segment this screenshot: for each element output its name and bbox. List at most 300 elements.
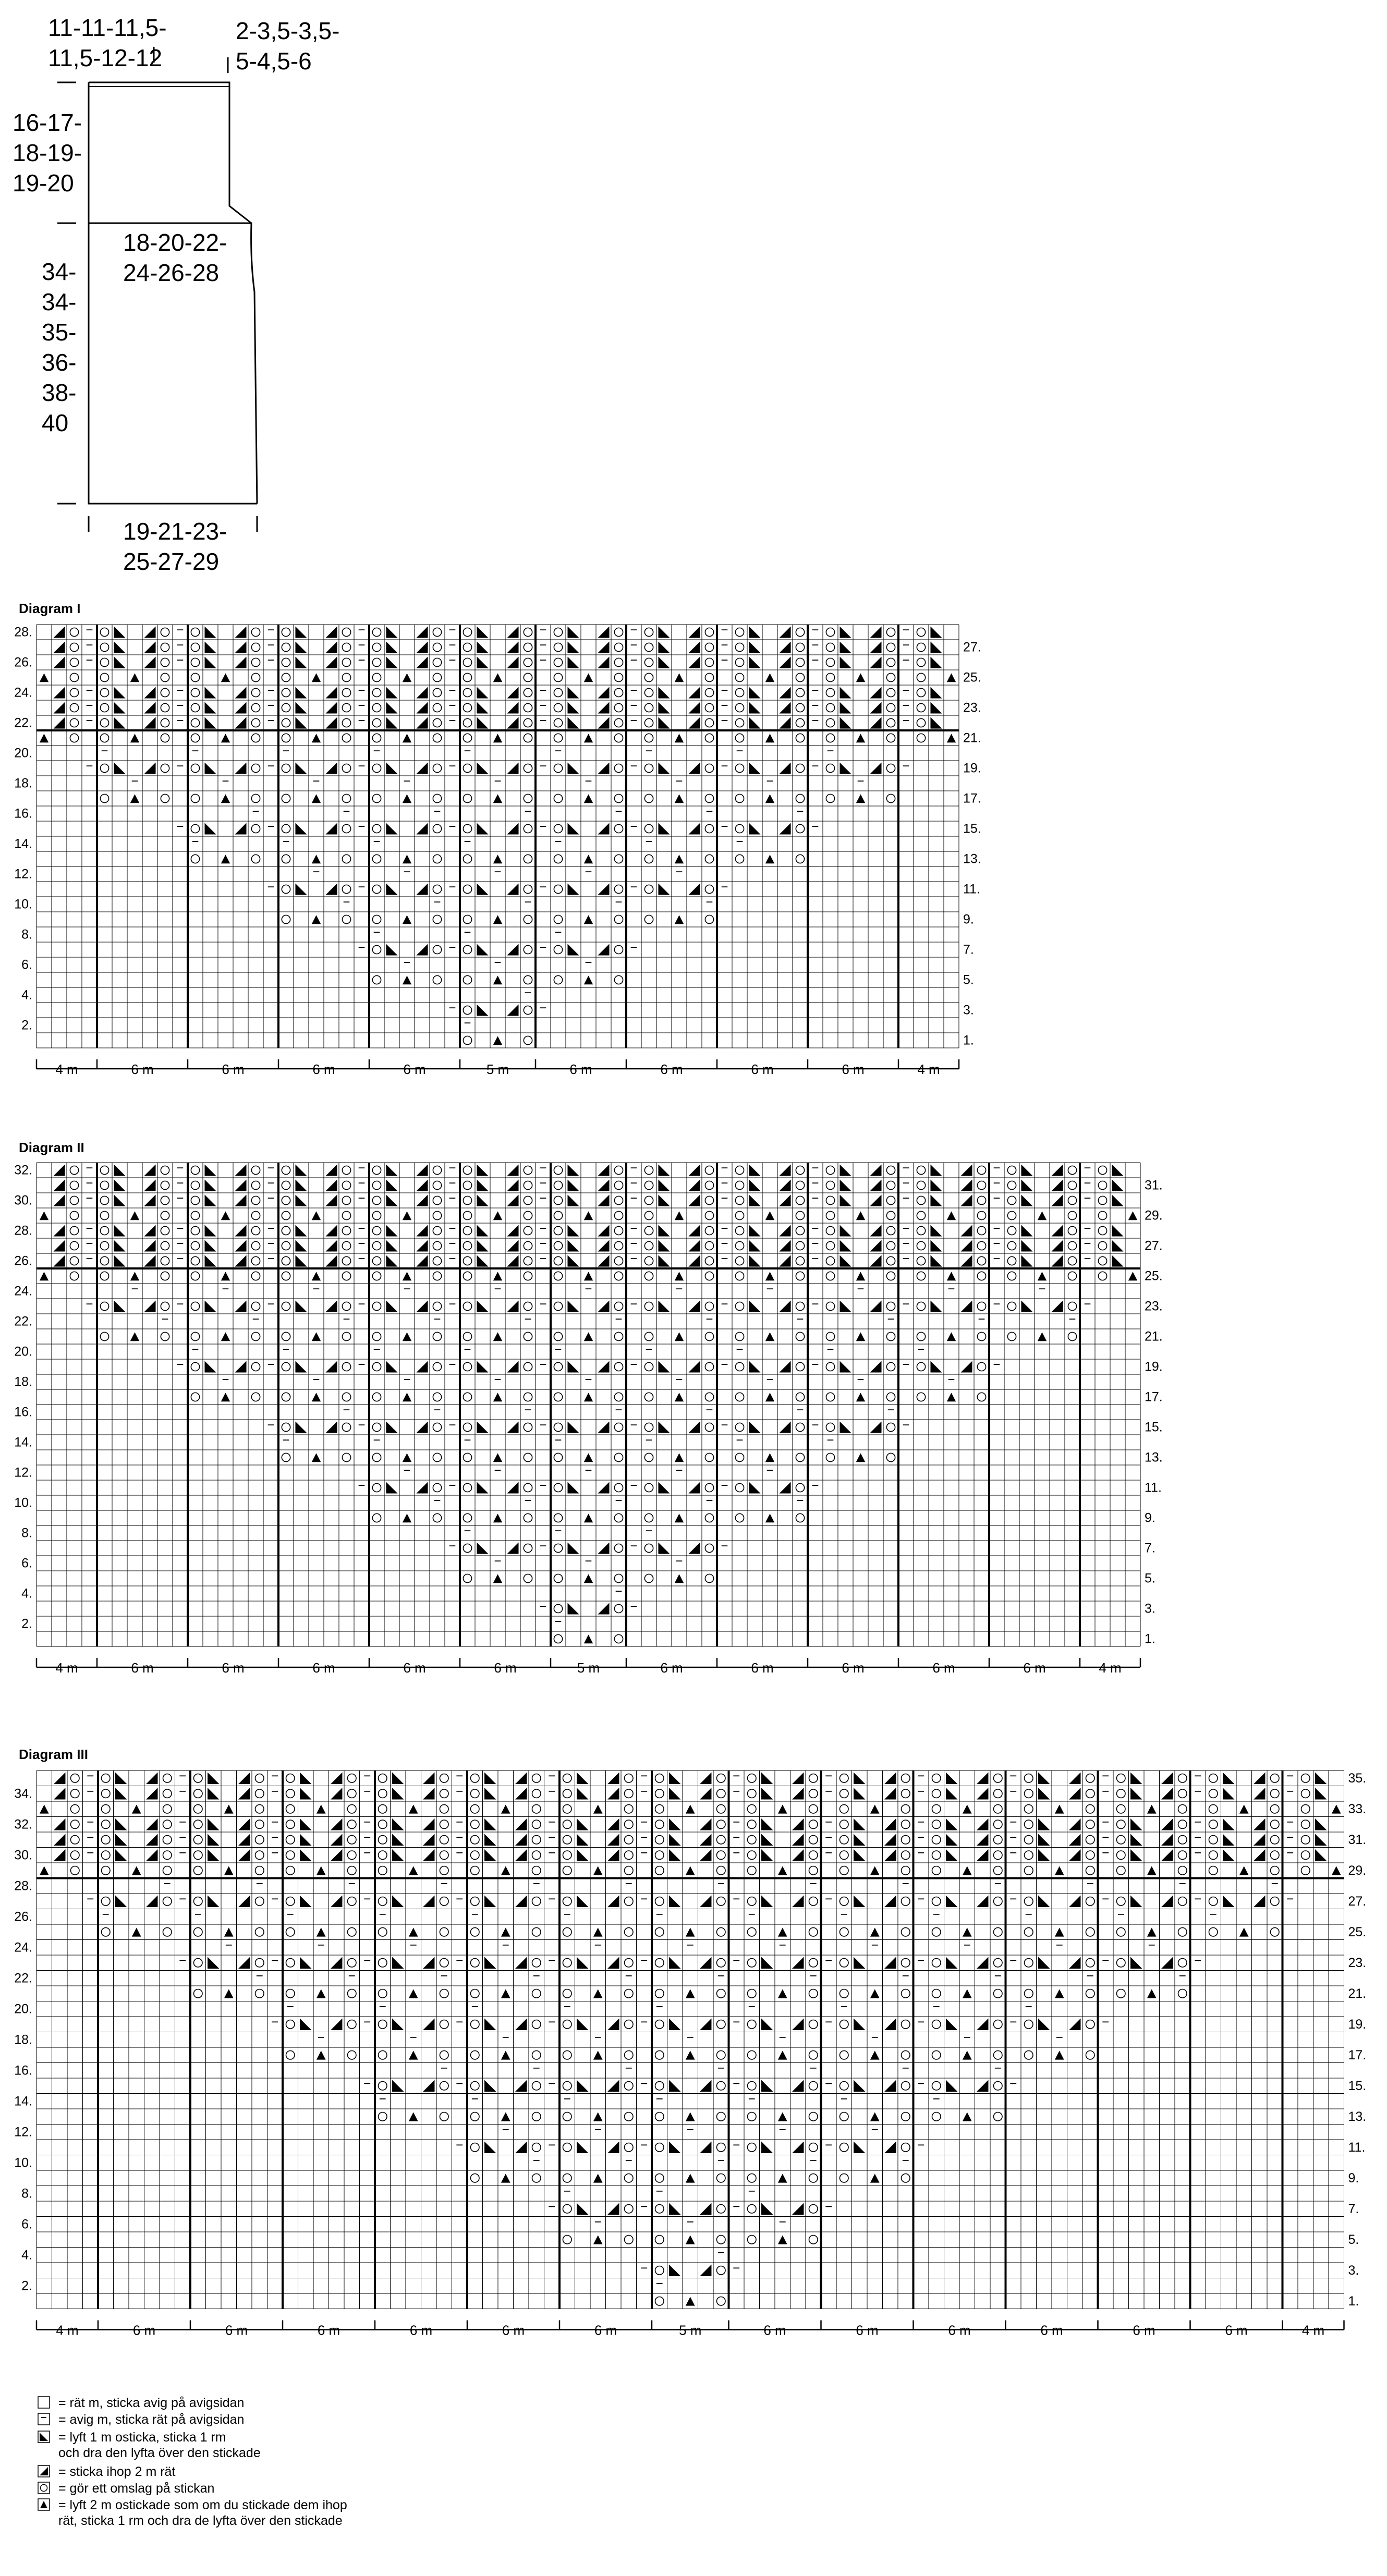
yarn-over-symbol (554, 1634, 562, 1643)
stitch-count-label: 5 m (679, 2322, 702, 2338)
knit-two-together-symbol (607, 1834, 619, 1846)
yarn-over-symbol (614, 794, 623, 802)
slip-knit-pass-symbol (484, 2080, 496, 2092)
yarn-over-symbol (161, 1226, 169, 1235)
yarn-over-symbol (1024, 2020, 1033, 2029)
yarn-over-symbol (191, 1181, 199, 1189)
yarn-over-symbol (716, 2020, 725, 2029)
slip-knit-pass-symbol (669, 1818, 680, 1830)
row-number-label: 12. (14, 1465, 32, 1480)
knit-two-together-symbol (325, 1255, 337, 1266)
yarn-over-symbol (524, 1483, 532, 1492)
knit-two-together-symbol (416, 1482, 428, 1493)
knit-two-together-symbol (507, 1542, 518, 1554)
slip-knit-pass-symbol (577, 2142, 588, 2153)
yarn-over-symbol (614, 658, 623, 666)
yarn-over-symbol (735, 718, 744, 727)
yarn-over-symbol (342, 764, 350, 772)
knit-two-together-symbol (792, 1773, 804, 1784)
slip-knit-pass-symbol (749, 717, 760, 728)
yarn-over-symbol (796, 854, 804, 863)
yarn-over-symbol (796, 718, 804, 727)
yarn-over-symbol (917, 1302, 925, 1310)
double-decrease-symbol (765, 1513, 774, 1522)
double-decrease-symbol (221, 1211, 230, 1220)
yarn-over-symbol (161, 628, 169, 636)
yarn-over-symbol (1209, 1804, 1218, 1813)
knit-two-together-symbol (598, 702, 609, 713)
slip-knit-pass-symbol (1112, 1255, 1123, 1266)
yarn-over-symbol (809, 2235, 818, 2244)
yarn-over-symbol (826, 1256, 834, 1265)
row-number-label: 15. (1145, 1420, 1163, 1435)
double-decrease-symbol (1128, 1272, 1137, 1280)
stitch-count-label: 6 m (494, 1660, 517, 1676)
slip-knit-pass-symbol (1223, 1818, 1234, 1830)
yarn-over-symbol (1007, 1302, 1016, 1310)
stitch-count-label: 6 m (660, 1660, 683, 1676)
yarn-over-symbol (554, 1513, 562, 1522)
yarn-over-symbol (1024, 1866, 1033, 1875)
yarn-over-symbol (532, 1804, 541, 1813)
yarn-over-symbol (161, 764, 169, 772)
knit-two-together-symbol (331, 1849, 342, 1861)
yarn-over-symbol (655, 1989, 664, 1998)
slip-knit-pass-symbol (477, 656, 488, 668)
yarn-over-symbol (101, 1897, 110, 1906)
slip-knit-pass-symbol (761, 2203, 773, 2215)
knit-two-together-symbol (515, 1849, 527, 1861)
yarn-over-symbol (191, 1211, 199, 1219)
knit-two-together-symbol (688, 1225, 700, 1236)
yarn-over-symbol (735, 628, 744, 636)
yarn-over-symbol (901, 1958, 910, 1967)
knit-two-together-symbol (884, 1773, 896, 1784)
yarn-over-symbol (747, 2204, 756, 2213)
knit-two-together-symbol (607, 1849, 619, 1861)
double-decrease-symbol (317, 1804, 326, 1813)
slip-knit-pass-symbol (295, 717, 307, 728)
yarn-over-symbol (747, 1774, 756, 1783)
yarn-over-symbol (1086, 2020, 1094, 2029)
yarn-over-symbol (191, 673, 199, 681)
slip-knit-pass-symbol (114, 762, 125, 774)
yarn-over-symbol (614, 1272, 623, 1280)
yarn-over-symbol (70, 1181, 78, 1189)
yarn-over-symbol (644, 1423, 653, 1431)
double-decrease-symbol (493, 673, 502, 682)
knit-two-together-symbol (779, 1179, 790, 1191)
slip-knit-pass-symbol (295, 883, 307, 895)
double-decrease-symbol (686, 1989, 695, 1998)
slip-knit-pass-symbol (477, 641, 488, 653)
yarn-over-symbol (614, 688, 623, 697)
yarn-over-symbol (705, 1544, 713, 1552)
knit-two-together-symbol (515, 1818, 527, 1830)
yarn-over-symbol (463, 1453, 471, 1461)
knit-two-together-symbol (700, 2203, 711, 2215)
yarn-over-symbol (372, 673, 381, 681)
knit-two-together-symbol (870, 1240, 881, 1251)
knit-two-together-symbol (325, 823, 337, 834)
knit-two-together-symbol (146, 1834, 157, 1846)
yarn-over-symbol (1086, 1866, 1094, 1875)
slip-knit-pass-symbol (577, 1834, 588, 1846)
slip-knit-pass-symbol (567, 1194, 579, 1206)
yarn-over-symbol (470, 1897, 479, 1906)
knit-two-together-symbol (1051, 1164, 1063, 1176)
yarn-over-symbol (372, 854, 381, 863)
yarn-over-symbol (532, 1897, 541, 1906)
yarn-over-symbol (1270, 1804, 1279, 1813)
yarn-over-symbol (735, 658, 744, 666)
knit-two-together-symbol (1161, 1788, 1173, 1799)
yarn-over-symbol (70, 1774, 79, 1783)
double-decrease-symbol (1332, 1804, 1341, 1813)
yarn-over-symbol (1270, 1789, 1279, 1798)
stitch-count-label: 6 m (948, 2322, 971, 2338)
slip-knit-pass-symbol (1112, 1164, 1123, 1176)
slip-knit-pass-symbol (295, 1194, 307, 1206)
yarn-over-symbol (644, 1166, 653, 1174)
double-decrease-symbol (778, 2112, 787, 2121)
yarn-over-symbol (993, 2050, 1002, 2059)
knit-two-together-symbol (779, 702, 790, 713)
row-number-label: 25. (1348, 1925, 1367, 1940)
yarn-over-symbol (1068, 1166, 1076, 1174)
yarn-over-symbol (624, 2081, 633, 2090)
slip-knit-pass-symbol (484, 1818, 496, 1830)
knit-two-together-symbol (144, 762, 155, 774)
slip-knit-pass-symbol (392, 1896, 404, 1907)
yarn-over-symbol (470, 1774, 479, 1783)
yarn-over-symbol (644, 643, 653, 651)
knit-two-together-symbol (53, 641, 65, 653)
double-decrease-symbol (130, 1332, 139, 1341)
knit-two-together-symbol (607, 1957, 619, 1969)
yarn-over-symbol (886, 1166, 895, 1174)
knit-two-together-symbol (416, 641, 428, 653)
slip-knit-pass-symbol (1223, 1773, 1234, 1784)
slip-knit-pass-symbol (840, 1240, 851, 1251)
yarn-over-symbol (614, 1302, 623, 1310)
slip-knit-pass-symbol (658, 656, 670, 668)
yarn-over-symbol (917, 1332, 925, 1340)
yarn-over-symbol (716, 1866, 725, 1875)
yarn-over-symbol (747, 2050, 756, 2059)
yarn-over-symbol (901, 2050, 910, 2059)
yarn-over-symbol (655, 2204, 664, 2213)
slip-knit-pass-symbol (749, 1421, 760, 1433)
row-number-label: 7. (963, 942, 974, 957)
yarn-over-symbol (886, 718, 895, 727)
yarn-over-symbol (796, 1166, 804, 1174)
yarn-over-symbol (286, 2050, 295, 2059)
slip-knit-pass-symbol (669, 1957, 680, 1969)
yarn-over-symbol (977, 1166, 986, 1174)
yarn-over-symbol (193, 1989, 202, 1998)
yarn-over-symbol (977, 1256, 986, 1265)
knit-two-together-symbol (423, 1896, 434, 1907)
yarn-over-symbol (554, 1332, 562, 1340)
schematic-outline (0, 0, 292, 542)
yarn-over-symbol (705, 734, 713, 742)
yarn-over-symbol (372, 764, 381, 772)
knit-two-together-symbol (960, 1240, 972, 1251)
yarn-over-symbol (342, 824, 350, 833)
yarn-over-symbol (524, 703, 532, 712)
slip-knit-pass-symbol (577, 1818, 588, 1830)
yarn-over-symbol (735, 1181, 744, 1189)
yarn-over-symbol (886, 688, 895, 697)
yarn-over-symbol (554, 885, 562, 893)
double-decrease-symbol (221, 1332, 230, 1341)
yarn-over-symbol (796, 1196, 804, 1204)
yarn-over-symbol (901, 2020, 910, 2029)
yarn-over-symbol (840, 1804, 848, 1813)
knit-two-together-symbol (1161, 1818, 1173, 1830)
yarn-over-symbol (372, 658, 381, 666)
yarn-over-symbol (826, 1181, 834, 1189)
yarn-over-symbol (1086, 1851, 1094, 1860)
yarn-over-symbol (193, 1866, 202, 1875)
slip-knit-pass-symbol (658, 1255, 670, 1266)
knit-two-together-symbol (416, 883, 428, 895)
slip-knit-pass-symbol (1021, 1225, 1032, 1236)
yarn-over-symbol (747, 1789, 756, 1798)
double-decrease-symbol (317, 2050, 326, 2059)
yarn-over-symbol (163, 1804, 172, 1813)
slip-knit-pass-symbol (840, 762, 851, 774)
knit-two-together-symbol (507, 1361, 518, 1372)
yarn-over-symbol (826, 734, 834, 742)
double-decrease-symbol (584, 854, 593, 863)
yarn-over-symbol (563, 2174, 571, 2182)
yarn-over-symbol (705, 1241, 713, 1250)
yarn-over-symbol (161, 1196, 169, 1204)
yarn-over-symbol (554, 1241, 562, 1250)
yarn-over-symbol (644, 824, 653, 833)
knit-two-together-symbol (960, 1194, 972, 1206)
yarn-over-symbol (524, 1241, 532, 1250)
yarn-over-symbol (1116, 1835, 1125, 1844)
yarn-over-symbol (840, 1927, 848, 1936)
yarn-over-symbol (840, 1851, 848, 1860)
slip-knit-pass-symbol (204, 1179, 216, 1191)
yarn-over-symbol (70, 1789, 79, 1798)
yarn-over-symbol (886, 764, 895, 772)
knit-two-together-symbol (507, 717, 518, 728)
slip-knit-pass-symbol (749, 1225, 760, 1236)
yarn-over-symbol (342, 794, 350, 802)
yarn-over-symbol (796, 643, 804, 651)
yarn-over-symbol (1116, 1866, 1125, 1875)
knit-two-together-symbol (688, 717, 700, 728)
yarn-over-symbol (1209, 1927, 1218, 1936)
yarn-over-symbol (342, 1302, 350, 1310)
double-decrease-symbol (593, 2235, 603, 2244)
yarn-over-symbol (251, 1241, 260, 1250)
double-decrease-symbol (501, 2050, 510, 2059)
yarn-over-symbol (440, 1927, 448, 1936)
yarn-over-symbol (100, 1272, 108, 1280)
yarn-over-symbol (1086, 1927, 1094, 1936)
slip-knit-pass-symbol (477, 702, 488, 713)
knit-two-together-symbol (235, 762, 246, 774)
yarn-over-symbol (705, 1196, 713, 1204)
yarn-over-symbol (716, 2143, 725, 2152)
yarn-over-symbol (70, 1820, 79, 1829)
yarn-over-symbol (826, 718, 834, 727)
yarn-over-symbol (554, 628, 562, 636)
slip-knit-pass-symbol (749, 823, 760, 834)
yarn-over-symbol (705, 1423, 713, 1431)
yarn-over-symbol (378, 1789, 387, 1798)
knit-two-together-symbol (235, 687, 246, 698)
knit-two-together-symbol (53, 717, 65, 728)
yarn-over-symbol (747, 2020, 756, 2029)
yarn-over-symbol (463, 673, 471, 681)
yarn-over-symbol (705, 1226, 713, 1235)
yarn-over-symbol (977, 1181, 986, 1189)
row-number-label: 18. (14, 2032, 32, 2047)
slip-knit-pass-symbol (477, 944, 488, 955)
double-decrease-symbol (409, 1804, 418, 1813)
yarn-over-symbol (809, 1927, 818, 1936)
yarn-over-symbol (433, 643, 441, 651)
slip-knit-pass-symbol (761, 2142, 773, 2153)
yarn-over-symbol (1068, 1332, 1076, 1340)
yarn-over-symbol (1007, 1241, 1016, 1250)
stitch-count-label: 4 m (1099, 1660, 1122, 1676)
knit-two-together-symbol (977, 1849, 988, 1861)
knit-two-together-symbol (884, 1788, 896, 1799)
yarn-over-symbol (463, 688, 471, 697)
yarn-over-symbol (1086, 1835, 1094, 1844)
slip-knit-pass-symbol (840, 1179, 851, 1191)
yarn-over-symbol (716, 1897, 725, 1906)
yarn-over-symbol (886, 1241, 895, 1250)
yarn-over-symbol (100, 703, 108, 712)
double-decrease-symbol (312, 1453, 321, 1462)
yarn-over-symbol (809, 1804, 818, 1813)
yarn-over-symbol (532, 2174, 541, 2182)
row-number-label: 4. (21, 2248, 32, 2263)
double-decrease-symbol (312, 1332, 321, 1341)
knit-two-together-symbol (325, 1361, 337, 1372)
row-number-label: 6. (21, 957, 32, 972)
stitch-count-label: 6 m (1225, 2322, 1248, 2338)
yarn-over-symbol (282, 1272, 290, 1280)
yarn-over-symbol (901, 1804, 910, 1813)
knit-two-together-symbol (870, 702, 881, 713)
slip-knit-pass-symbol (930, 1300, 942, 1312)
yarn-over-symbol (614, 1226, 623, 1235)
slip-knit-pass-symbol (204, 702, 216, 713)
stitch-count-label: 6 m (222, 1660, 245, 1676)
double-decrease-symbol (1038, 1272, 1047, 1280)
yarn-over-symbol (1270, 1774, 1279, 1783)
knit-two-together-symbol (688, 1542, 700, 1554)
yarn-over-symbol (563, 1927, 571, 1936)
yarn-over-symbol (796, 1483, 804, 1492)
yarn-over-symbol (470, 2081, 479, 2090)
yarn-over-symbol (809, 1958, 818, 1967)
yarn-over-symbol (470, 1958, 479, 1967)
yarn-over-symbol (796, 734, 804, 742)
yarn-over-symbol (747, 2143, 756, 2152)
slip-knit-pass-symbol (208, 1818, 219, 1830)
slip-knit-pass-symbol (669, 2265, 680, 2276)
yarn-over-symbol (161, 718, 169, 727)
double-decrease-symbol (317, 1866, 326, 1875)
double-decrease-symbol (675, 673, 684, 682)
yarn-over-symbol (163, 1774, 172, 1783)
double-decrease-symbol (778, 1989, 787, 1998)
yarn-over-symbol (917, 1181, 925, 1189)
yarn-over-symbol (282, 628, 290, 636)
yarn-over-symbol (932, 1897, 941, 1906)
slip-knit-pass-symbol (477, 1361, 488, 1372)
yarn-over-symbol (554, 1393, 562, 1401)
yarn-over-symbol (644, 1332, 653, 1340)
slip-knit-pass-symbol (204, 1164, 216, 1176)
knit-two-together-symbol (1254, 1834, 1265, 1846)
row-number-label: 21. (963, 730, 981, 746)
slip-knit-pass-symbol (840, 656, 851, 668)
double-decrease-symbol (686, 2174, 695, 2182)
slip-knit-pass-symbol (295, 1240, 307, 1251)
yarn-over-symbol (440, 1866, 448, 1875)
yarn-over-symbol (705, 1256, 713, 1265)
knit-two-together-symbol (416, 626, 428, 638)
double-decrease-symbol (856, 1332, 865, 1341)
yarn-over-symbol (705, 658, 713, 666)
double-decrease-symbol (856, 1393, 865, 1401)
yarn-over-symbol (463, 703, 471, 712)
slip-knit-pass-symbol (567, 687, 579, 698)
yarn-over-symbol (796, 1453, 804, 1461)
knit-two-together-symbol (960, 1225, 972, 1236)
knit-two-together-symbol (53, 1255, 65, 1266)
yarn-over-symbol (614, 1604, 623, 1613)
knit-two-together-symbol (1161, 1773, 1173, 1784)
yarn-over-symbol (70, 734, 78, 742)
row-number-label: 14. (14, 2094, 32, 2109)
yarn-over-symbol (993, 1835, 1002, 1844)
slip-knit-pass-symbol (840, 626, 851, 638)
slip-knit-pass-symbol (295, 687, 307, 698)
slip-knit-pass-symbol (854, 1957, 865, 1969)
yarn-over-symbol (532, 1851, 541, 1860)
slip-knit-pass-symbol (567, 702, 579, 713)
stitch-count-label: 6 m (569, 1061, 592, 1077)
yarn-over-symbol (705, 688, 713, 697)
yarn-over-symbol (433, 945, 441, 954)
double-decrease-symbol (963, 1866, 972, 1875)
yarn-over-symbol (932, 2081, 941, 2090)
slip-knit-pass-symbol (577, 2019, 588, 2030)
yarn-over-symbol (463, 1036, 471, 1044)
double-decrease-symbol (963, 1804, 972, 1813)
knit-two-together-symbol (870, 1421, 881, 1433)
yarn-over-symbol (1116, 1897, 1125, 1906)
slip-knit-pass-symbol (1315, 1849, 1327, 1861)
slip-knit-pass-symbol (477, 1482, 488, 1493)
yarn-over-symbol (191, 1166, 199, 1174)
knit-two-together-symbol (416, 1164, 428, 1176)
yarn-over-symbol (100, 1226, 108, 1235)
